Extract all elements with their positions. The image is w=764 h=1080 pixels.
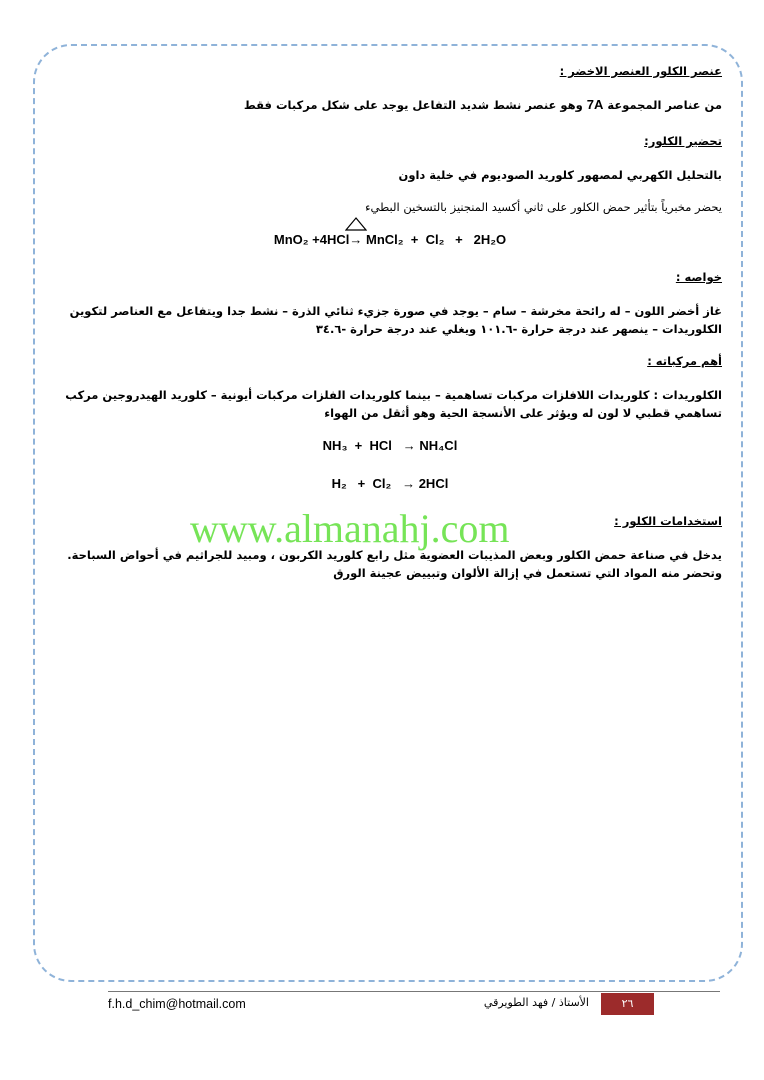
props-heading: خواصه :	[675, 270, 722, 284]
prep-line-1: بالتحليل الكهربي لمصهور كلوريد الصوديوم في خلية داون	[398, 168, 722, 182]
equation-mno2	[58, 230, 722, 250]
eq1-reactants: MnO₂ +4HCl	[273, 232, 350, 247]
eq1-products: MnCl₂ + Cl₂ + 2H₂O	[365, 232, 507, 247]
watermark: www.almanahj.com	[190, 506, 510, 551]
eq1-arrow: →	[349, 232, 363, 247]
equation-hcl: H₂ + Cl₂ → 2HCl	[331, 476, 449, 491]
uses-paragraph: يدخل في صناعة حمض الكلور وبعض المذيبات العضوية مثل رابع كلوريد الكربون ، ومبيد للجراثيم في أحواض السباحة. وتحضر منه المواد التي تستعمل في إزالة الألوان وتبييض عجينة الورق	[67, 548, 722, 580]
heat-arrow	[349, 230, 362, 250]
intro-text-before: من عناصر المجموعة	[607, 98, 722, 112]
props-paragraph: غاز أخضر اللون – له رائحة مخرشة – سام – يوجد في صورة جزيء ثنائي الذرة – نشط جدا ويتفاعل مع العناصر لتكوين الكلوريدات – ينصهر عند درجة حرارة -١٠١.٦ ويغلي عند درجة حرارة -٣٤.٦	[69, 304, 722, 336]
footer-divider	[108, 991, 720, 992]
footer-email: f.h.d_chim@hotmail.com	[108, 997, 246, 1011]
equation-nh4cl: NH₃ + HCl → NH₄Cl	[322, 438, 458, 453]
prep-line-2: يحضر مخبرياً بتأثير حمض الكلور على ثاني أكسيد المنجنيز بالتسخين البطيء	[365, 200, 722, 214]
intro-paragraph	[58, 96, 722, 114]
prep-heading: تحضير الكلور:	[644, 134, 722, 148]
uses-heading: استخدامات الكلور :	[614, 514, 722, 528]
intro-text-after: وهو عنصر نشط شديد التفاعل يوجد على شكل مركبات فقط	[243, 98, 583, 112]
footer-author: الأستاذ / فهد الطويرقي	[483, 996, 589, 1009]
intro-heading: عنصر الكلور العنصر الاخضر :	[559, 64, 722, 78]
compounds-heading: أهم مركباته :	[647, 354, 722, 368]
compounds-paragraph: الكلوريدات : كلوريدات اللافلزات مركبات تساهمية – بينما كلوريدات الفلزات مركبات أيونية – كلوريد الهيدروجين مركب تساهمي قطبي لا لون له ويؤثر على الأنسجة الحية وهو أثقل من الهواء	[65, 388, 722, 420]
page-number: ٢٦	[601, 993, 654, 1015]
group-label: 7A	[586, 97, 604, 112]
